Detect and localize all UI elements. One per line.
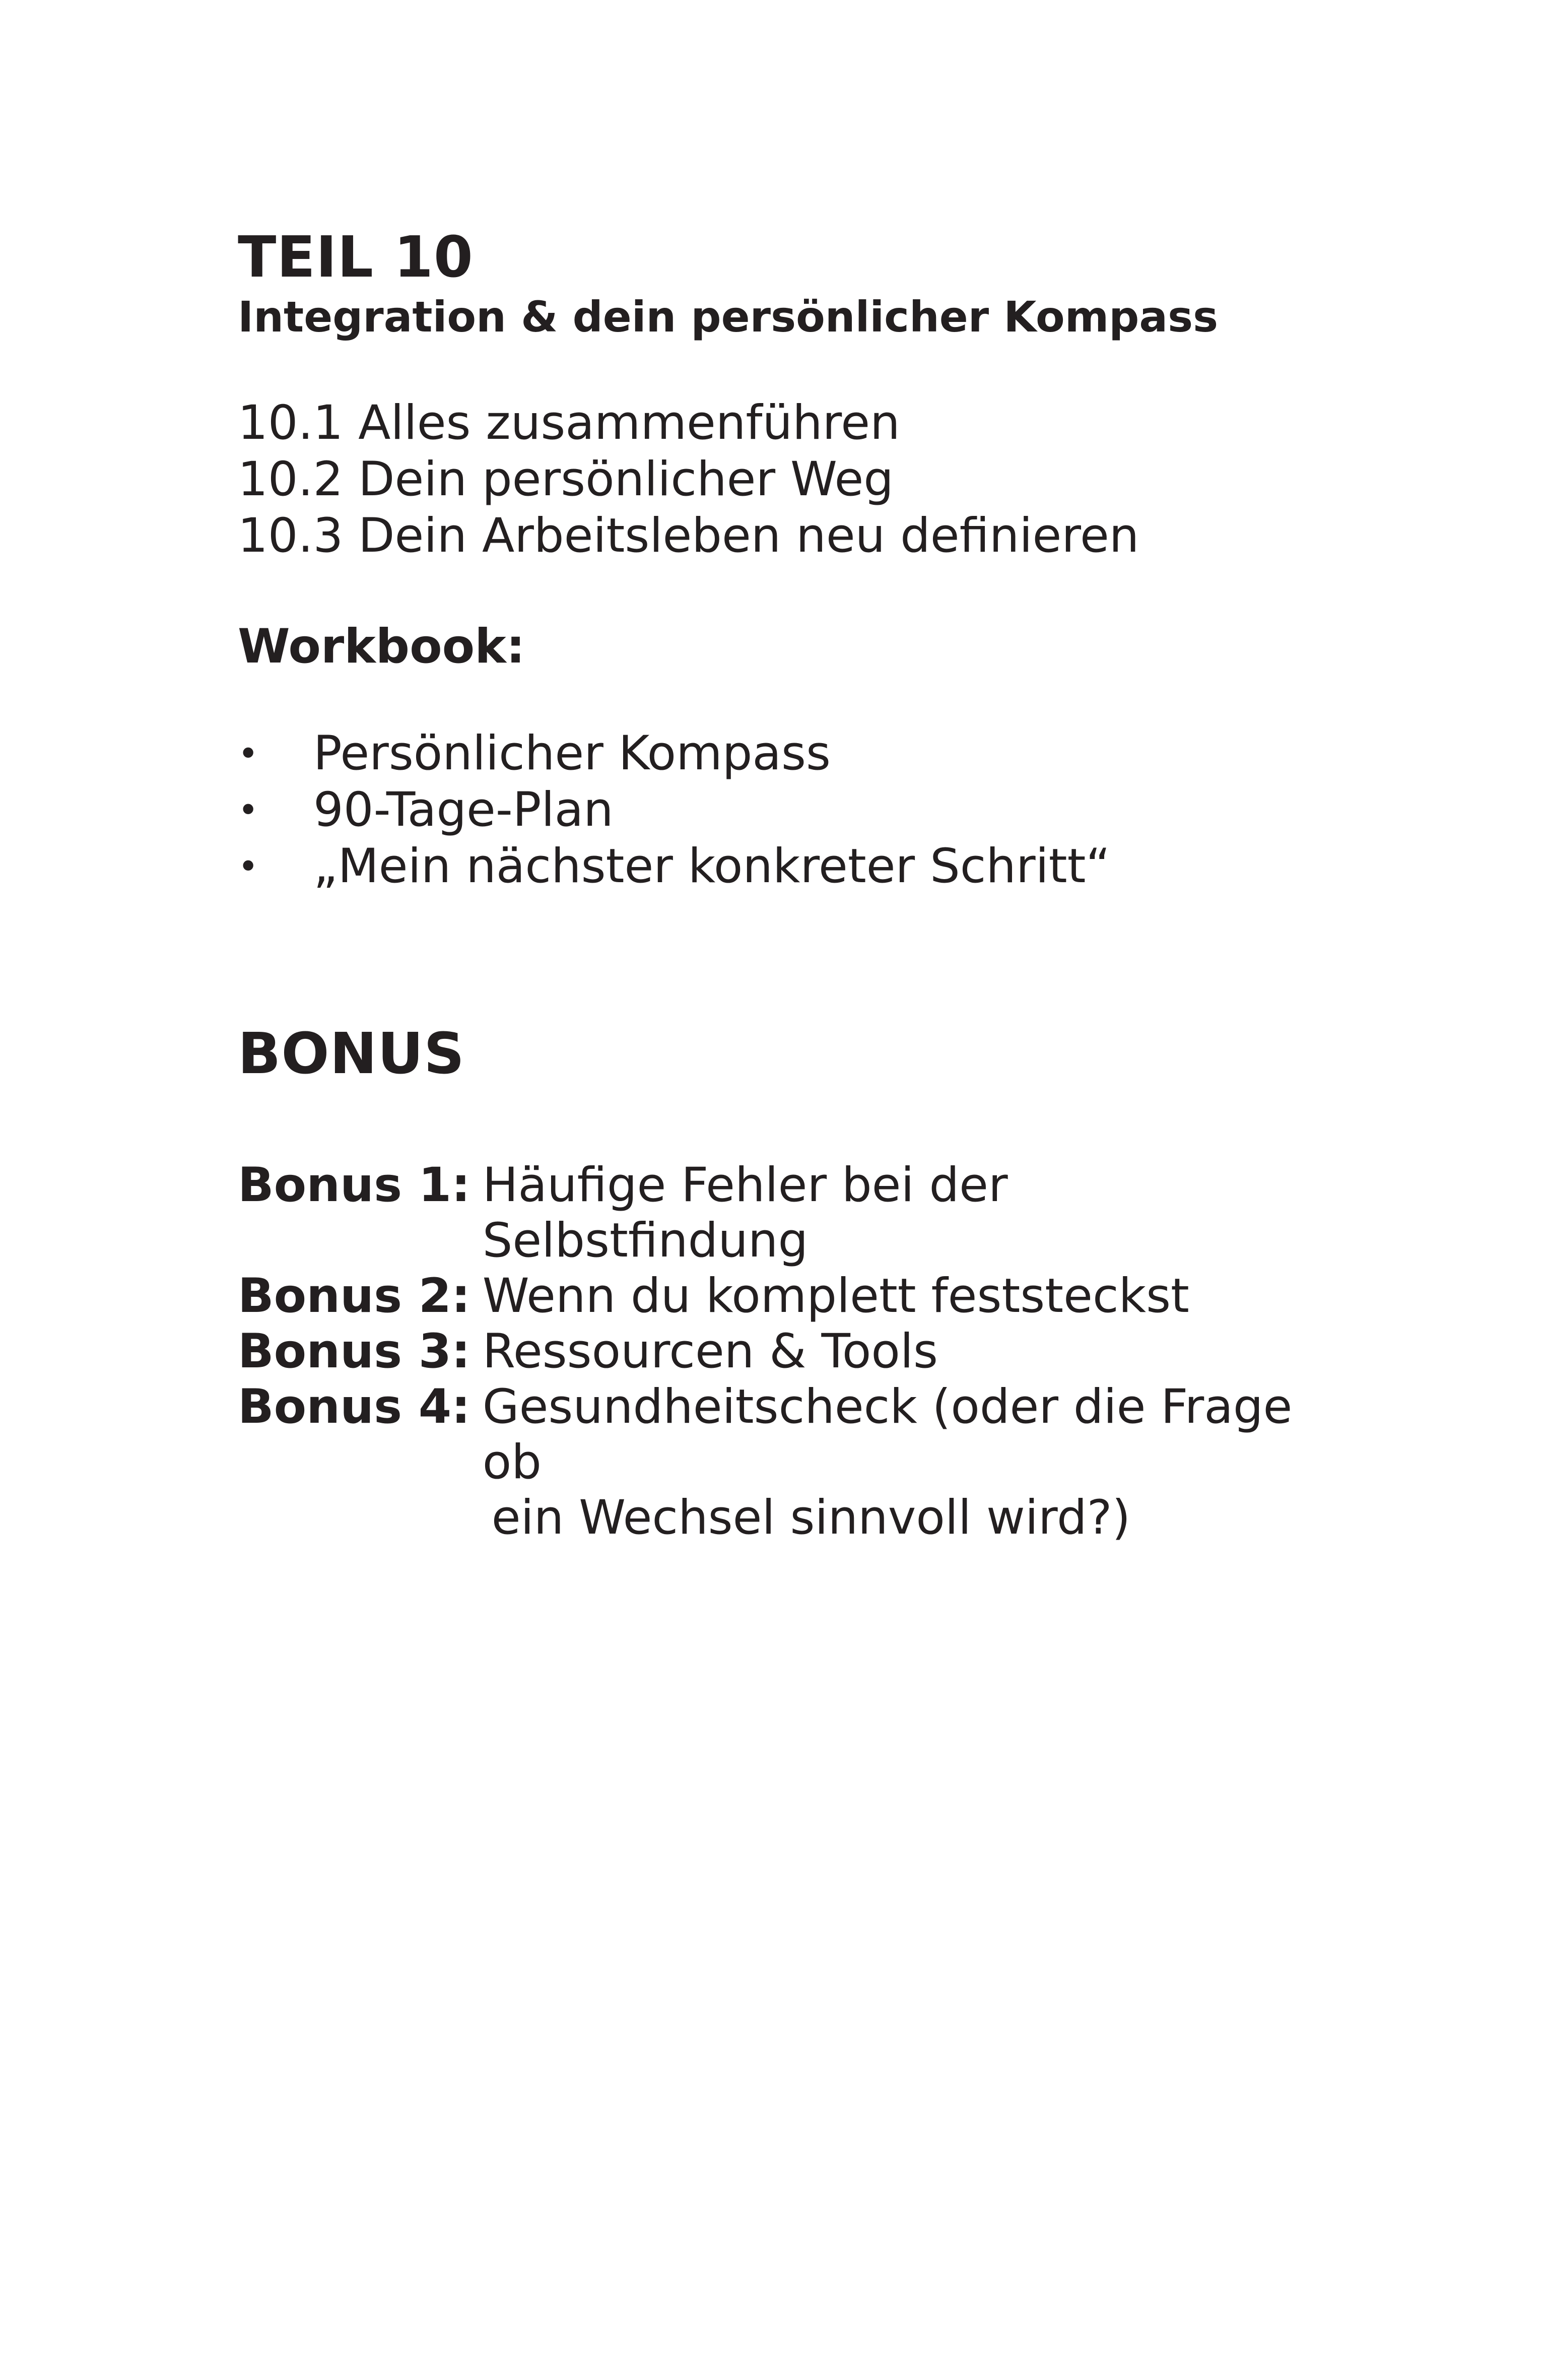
workbook-item-label: Persönlicher Kompass — [313, 726, 831, 781]
bonus-label: Bonus 1: — [238, 1158, 470, 1213]
bullet-icon: • — [238, 789, 259, 831]
bonus-item — [238, 1379, 1447, 1546]
bonus-text: Wenn du komplett feststeckst — [482, 1269, 1189, 1324]
bullet-icon: • — [238, 733, 259, 775]
chapter-item: 10.3 Dein Arbeitsleben neu definieren — [238, 508, 1139, 564]
bonus-label: Bonus 4: — [238, 1379, 470, 1435]
bonus-item — [238, 1158, 1447, 1269]
workbook-list — [238, 725, 1447, 895]
workbook-item — [238, 838, 1447, 895]
bonus-title: BONUS — [238, 1021, 465, 1087]
bonus-list — [238, 1158, 1447, 1546]
bonus-text-line1: Gesundheitscheck (oder die Frage ob — [482, 1379, 1293, 1490]
workbook-item — [238, 725, 1447, 782]
bonus-text-line2: ein Wechsel sinnvoll wird?) — [491, 1490, 1131, 1546]
chapter-list — [238, 395, 1447, 564]
workbook-item-label: 90-Tage-Plan — [313, 782, 614, 838]
bullet-icon: • — [238, 846, 259, 888]
workbook-item — [238, 782, 1447, 838]
bonus-item — [238, 1269, 1447, 1324]
document-page — [238, 225, 1447, 1546]
bonus-text: Häufige Fehler bei der Selbstfindung — [482, 1158, 1008, 1269]
bonus-text-multiline — [483, 1379, 1314, 1546]
chapter-item: 10.1 Alles zusammenführen — [238, 395, 900, 451]
bonus-item — [238, 1324, 1447, 1379]
chapter-item: 10.2 Dein persönlicher Weg — [238, 452, 894, 507]
part-subtitle: Integration & dein persönlicher Kompass — [238, 292, 1219, 342]
workbook-item-label: „Mein nächster konkreter Schritt“ — [313, 839, 1111, 894]
bonus-label: Bonus 2: — [238, 1269, 470, 1324]
bonus-text: Ressourcen & Tools — [482, 1324, 938, 1379]
bonus-label: Bonus 3: — [238, 1324, 470, 1379]
workbook-heading: Workbook: — [238, 619, 525, 675]
part-title: TEIL 10 — [238, 225, 474, 290]
